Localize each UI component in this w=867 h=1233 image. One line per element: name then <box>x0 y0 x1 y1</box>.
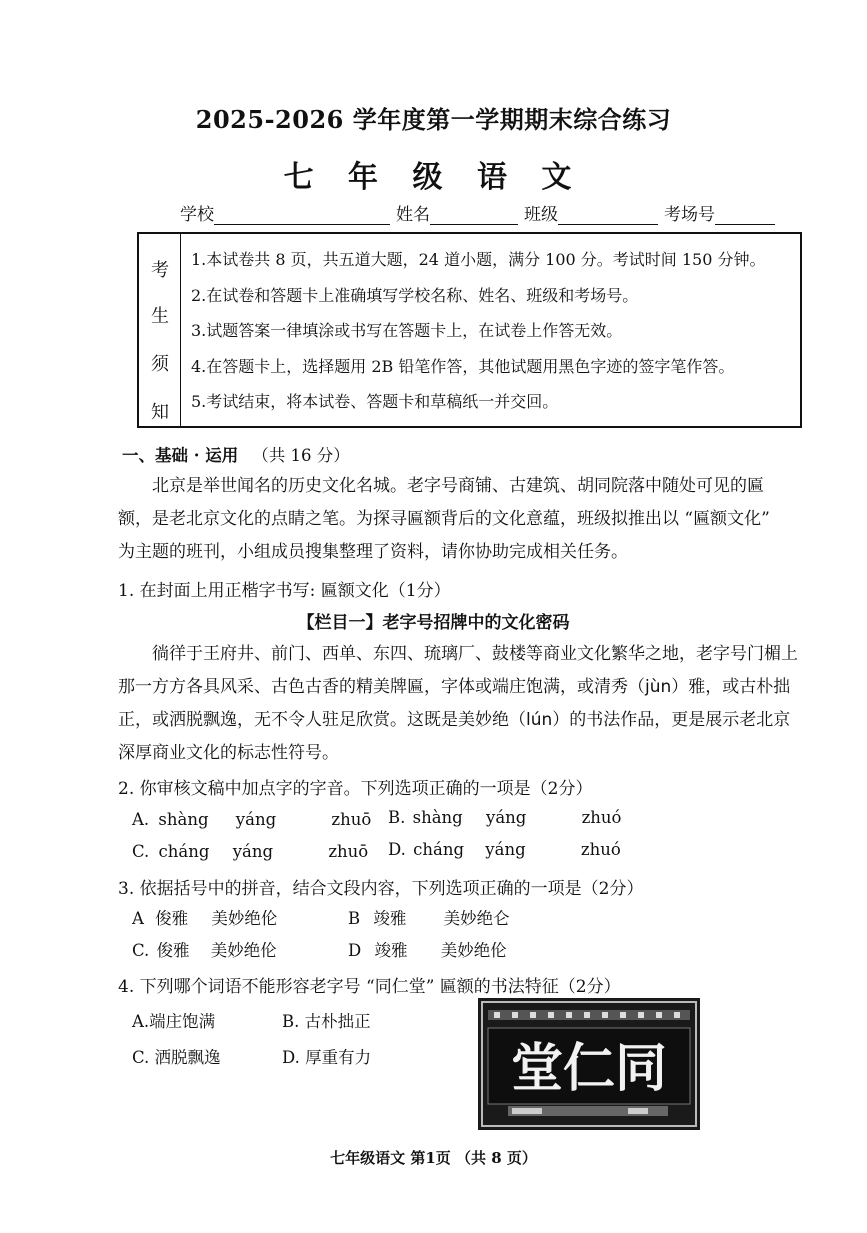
option-pinyin: yáng <box>235 810 277 829</box>
option-letter: C. <box>132 1048 150 1067</box>
school-label: 学校 <box>180 205 214 225</box>
section-heading <box>122 442 350 466</box>
option-pinyin: shàng <box>158 810 209 829</box>
option-word: 厚重有力 <box>305 1048 372 1067</box>
column-text: 徜徉于王府井、前门、西单、东四、琉璃厂、鼓楼等商业文化繁华之地，老字号门楣上那一方方各具风采、古色古香的精美牌匾，字体或端庄饱满，或清秀（jùn）雅，或古朴拙正，或洒脱飘逸，无不令人驻足欣赏。这既是美妙绝（lún）的书法作品，更是展示老北京深厚商业文化的标志性符号。 <box>118 644 798 763</box>
option-pinyin: zhuó <box>580 840 621 859</box>
notice-side-char: 考 <box>151 260 169 281</box>
option-word: 竣雅 <box>373 909 407 928</box>
option-pinyin: zhuó <box>581 808 622 827</box>
option-letter: D <box>348 941 362 960</box>
option-word: 洒脱飘逸 <box>154 1048 221 1067</box>
option-pinyin: shàng <box>412 808 463 827</box>
question-3: 3. 依据括号中的拼音，结合文段内容，下列选项正确的一项是（2分） <box>118 879 644 899</box>
option-letter: D. <box>282 1048 300 1067</box>
option-word: 端庄饱满 <box>149 1012 216 1031</box>
option-pinyin: zhuō <box>328 842 369 861</box>
q3-option-d[interactable] <box>348 937 507 961</box>
exam-title: 2025-2026 学年度第一学期期末综合练习 <box>195 105 672 134</box>
q4-option-a[interactable] <box>132 1008 215 1032</box>
q2-option-b[interactable] <box>388 808 622 827</box>
q4-option-b[interactable] <box>282 1008 371 1032</box>
option-letter: A. <box>132 810 150 829</box>
notice-items <box>191 242 792 420</box>
section-intro: 北京是举世闻名的历史文化名城。老字号商铺、古建筑、胡同院落中随处可见的匾额，是老北京文化的点睛之笔。为探寻匾额背后的文化意蕴，班级拟推出以 “匾额文化” 为主题的班刊，小组成员搜集整理了资料，请你协助完成相关任务。 <box>118 476 770 562</box>
notice-item: 4.在答题卡上，选择题用 2B 铅笔作答，其他试题用黑色字迹的签字笔作答。 <box>191 356 735 376</box>
option-word: 美妙绝伦 <box>440 941 507 960</box>
class-field[interactable] <box>558 206 658 225</box>
option-pinyin: zhuō <box>331 810 372 829</box>
q2-option-c[interactable] <box>132 842 368 861</box>
option-letter: B. <box>388 808 406 827</box>
q4-option-d[interactable] <box>282 1044 371 1068</box>
notice-item: 5.考试结束，将本试卷、答题卡和草稿纸一并交回。 <box>191 392 559 411</box>
q3-option-b[interactable] <box>348 905 510 929</box>
option-letter: D. <box>388 840 406 859</box>
question-1: 1. 在封面上用正楷字书写: 匾额文化（1分） <box>118 581 451 601</box>
option-pinyin: yáng <box>485 840 526 859</box>
section-points: （共 16 分） <box>252 446 350 465</box>
question-2: 2. 你审核文稿中加点字的字音。下列选项正确的一项是（2分） <box>118 779 593 799</box>
plaque-characters: 堂仁同 <box>510 1038 668 1099</box>
option-pinyin: yáng <box>486 808 527 827</box>
q2-option-d[interactable] <box>388 840 621 859</box>
notice-item: 3.试题答案一律填涂或书写在答题卡上，在试卷上作答无效。 <box>191 321 623 340</box>
exam-subject: 七 年 级 语 文 <box>283 160 584 195</box>
option-letter: C. <box>132 842 150 861</box>
option-word: 美妙绝伦 <box>210 941 277 960</box>
option-letter: A. <box>132 1012 150 1031</box>
option-pinyin: yáng <box>232 842 274 861</box>
column-title: 【栏目一】老字号招牌中的文化密码 <box>297 613 570 633</box>
notice-side-char: 须 <box>151 354 169 375</box>
class-label: 班级 <box>524 205 558 225</box>
room-field[interactable] <box>715 206 775 225</box>
option-word: 古朴拙正 <box>304 1012 371 1031</box>
student-info-line <box>180 200 781 225</box>
section-heading-text: 一、基础 · 运用 <box>122 446 239 465</box>
option-word: 俊雅 <box>155 909 189 928</box>
question-4: 4. 下列哪个词语不能形容老字号 “同仁堂” 匾额的书法特征（2分） <box>118 977 621 997</box>
q4-option-c[interactable] <box>132 1044 221 1068</box>
name-field[interactable] <box>430 206 518 225</box>
option-letter: B <box>348 909 361 928</box>
option-word: 美妙绝伦 <box>211 909 278 928</box>
notice-item: 2.在试卷和答题卡上准确填写学校名称、姓名、班级和考场号。 <box>191 285 639 305</box>
q2-option-a[interactable] <box>132 810 371 829</box>
page-footer: 七年级语文 第1页 （共 8 页） <box>330 1149 537 1167</box>
tongrentang-plaque-image <box>478 998 700 1130</box>
option-letter: A <box>132 909 144 928</box>
name-label: 姓名 <box>396 205 430 225</box>
option-pinyin: cháng <box>413 840 465 859</box>
option-word: 竣雅 <box>374 941 408 960</box>
option-letter: B. <box>282 1012 300 1031</box>
notice-side-label <box>139 234 181 426</box>
q3-option-a[interactable] <box>132 905 277 929</box>
option-pinyin: cháng <box>158 842 210 861</box>
notice-side-char: 知 <box>151 402 169 423</box>
school-field[interactable] <box>214 206 390 225</box>
q3-option-c[interactable] <box>132 937 277 961</box>
option-word: 美妙绝仑 <box>443 909 510 928</box>
option-letter: C. <box>132 941 150 960</box>
exam-notice-box <box>137 232 802 428</box>
plaque-graphic <box>478 998 700 1130</box>
option-word: 俊雅 <box>156 941 190 960</box>
notice-item: 1.本试卷共 8 页，共五道大题，24 道小题，满分 100 分。考试时间 150 分钟。 <box>191 250 766 269</box>
room-label: 考场号 <box>664 205 715 225</box>
notice-side-char: 生 <box>151 306 169 327</box>
